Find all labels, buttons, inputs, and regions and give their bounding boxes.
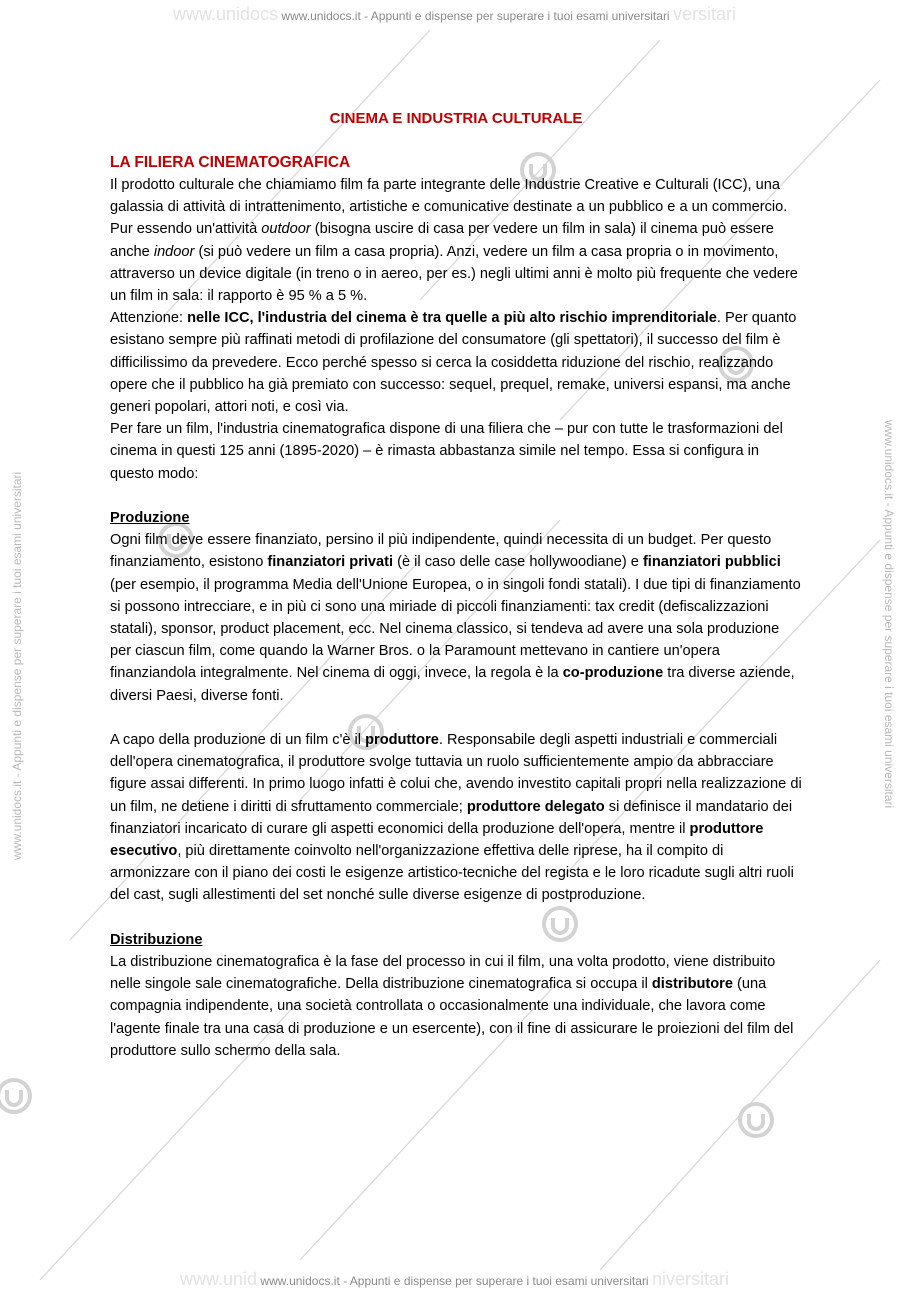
watermark-header-faint-left: www.unidocs	[173, 4, 279, 24]
paragraph-rischio	[110, 307, 802, 418]
document-title: CINEMA E INDUSTRIA CULTURALE	[329, 110, 583, 127]
text-run: si definisce il mandatario dei finanziatori incaricato di curare gli aspetti economici della produzione dell'opera, mentre il	[110, 798, 793, 837]
text-run: Attenzione:	[110, 310, 188, 327]
watermark-side-right: www.unidocs.it - Appunti e dispense per superare i tuoi esami universitari	[882, 420, 896, 809]
paragraph-filiera: Per fare un film, l'industria cinematografica dispone di una filiera che – pur con tutte le trasformazioni del cinema in questi 125 anni (1895-2020) – è rimasta abbastanza simile nel tempo. Essa si configura in questo modo:	[110, 421, 783, 482]
text-run: tra diverse aziende, diversi Paesi, diverse fonti.	[110, 665, 795, 704]
text-run: Ogni film deve essere finanziato, persino il più indipendente, quindi necessita di un budget. Per questo finanziamento, esistono	[110, 532, 772, 571]
text-run-italic: indoor	[153, 243, 195, 260]
text-run-bold: distributore	[651, 976, 733, 993]
section-heading-produzione: Produzione	[110, 510, 190, 527]
watermark-header-faint-right: versitari	[672, 4, 736, 24]
text-run-bold: produttore esecutivo	[110, 820, 764, 860]
paragraph-produttore	[110, 729, 802, 907]
spacer	[110, 907, 802, 929]
text-run-bold: finanziatori pubblici	[642, 554, 781, 571]
text-run-bold: produttore delegato	[466, 798, 605, 815]
document-page	[110, 108, 802, 1062]
text-run: Il prodotto culturale che chiamiamo film fa parte integrante delle Industrie Creative e Culturali (ICC), una galassia di attività di intrattenimento, artistiche e comunicative destinate a un pubblico e a un commercio. Pur essendo un'attività	[110, 177, 788, 238]
text-run-bold: co-produzione	[562, 665, 664, 682]
text-run: La distribuzione cinematografica è la fase del processo in cui il film, una volta prodotto, viene distribuito nelle singole sale cinematografiche. Della distribuzione cinematografica si occupa il	[110, 954, 776, 993]
watermark-footer-faint-left: www.unid	[180, 1269, 258, 1289]
section-heading-filiera: LA FILIERA CINEMATOGRAFICA	[110, 154, 351, 171]
unidocs-logo-icon	[0, 1076, 34, 1116]
unidocs-logo-icon	[736, 1100, 776, 1140]
paragraph-finanziamento	[110, 529, 802, 707]
text-run: (è il caso delle case hollywoodiane) e	[393, 554, 643, 571]
section-heading-distribuzione: Distribuzione	[110, 931, 203, 948]
text-run: (per esempio, il programma Media dell'Unione Europea, o in singoli fondi statali). I due tipi di finanziamento si possono intrecciare, e in più ci sono una miriade di piccoli finanziamenti: tax credit (defiscalizzazioni statali), sponsor, product placement, ecc. Nel cinema classico, si tendeva ad avere una sola produzione per ciascun film, come quando la Warner Bros. o la Paramount mettevano in cantiere un'opera finanziandola integralmente. Nel cinema di oggi, invece, la regola è la	[110, 576, 801, 682]
text-run: (bisogna uscire di casa per vedere un film in sala) il cinema può essere anche	[110, 221, 774, 260]
spacer	[110, 485, 802, 507]
text-run-bold: finanziatori privati	[267, 554, 394, 571]
text-run: A capo della produzione di un film c'è il	[110, 732, 366, 749]
text-run: . Responsabile degli aspetti industriali e commerciali dell'opera cinematografica, il produttore svolge tuttavia un ruolo sufficientemente ampio da abbracciare figure assai differenti. In primo luogo infatti è colui che, avendo investito capitali propri nella realizzazione di un film, ne detiene i diritti di sfruttamento commerciale;	[110, 732, 802, 815]
watermark-header	[0, 4, 909, 25]
text-run-bold: nelle ICC, l'industria del cinema è tra quelle a più alto rischio imprenditoriale	[187, 310, 717, 327]
spacer	[110, 707, 802, 729]
text-run: (una compagnia indipendente, una società controllata o occasionalmente una individuale, che lavora come l'agente finale tra una casa di produzione e un esercente), con il fine di assicurare le proiezioni del film del produttore sullo schermo della sala.	[110, 976, 794, 1059]
text-run: , più direttamente coinvolto nell'organizzazione effettiva delle riprese, ha il compito di armonizzare con il piano dei costi le esigenze artistico-tecniche del regista e le loro ricadute sugli altri ruoli del cast, sugli allestimenti del set nonché sulle diverse esigenze di postproduzione.	[110, 843, 794, 904]
paragraph-distribuzione	[110, 951, 802, 1062]
watermark-header-text: www.unidocs.it - Appunti e dispense per superare i tuoi esami universitari	[281, 9, 670, 23]
text-run: . Per quanto esistano sempre più raffinati metodi di profilazione del consumatore (gli spettatori), il successo del film è difficilissimo da prevedere. Ecco perché spesso si cerca la cosiddetta riduzione del rischio, realizzando opere che il pubblico ha già premiato con successo: sequel, prequel, remake, universi espansi, ma anche generi popolari, attori noti, e così via.	[110, 310, 797, 416]
watermark-side-left: www.unidocs.it - Appunti e dispense per superare i tuoi esami universitari	[10, 471, 24, 860]
text-run: (si può vedere un film a casa propria). Anzi, vedere un film a casa propria o in movimento, attraverso un device digitale (in treno o in aereo, per es.) negli ultimi anni è molto più frequente che vedere un film in sala: il rapporto è 95 % a 5 %.	[110, 243, 798, 305]
text-run-italic: outdoor	[261, 221, 311, 238]
watermark-footer	[0, 1269, 909, 1290]
watermark-footer-faint-right: niversitari	[651, 1269, 729, 1289]
paragraph-icc-intro	[110, 174, 802, 307]
watermark-footer-text: www.unidocs.it - Appunti e dispense per superare i tuoi esami universitari	[260, 1274, 649, 1288]
text-run-bold: produttore	[365, 732, 439, 749]
